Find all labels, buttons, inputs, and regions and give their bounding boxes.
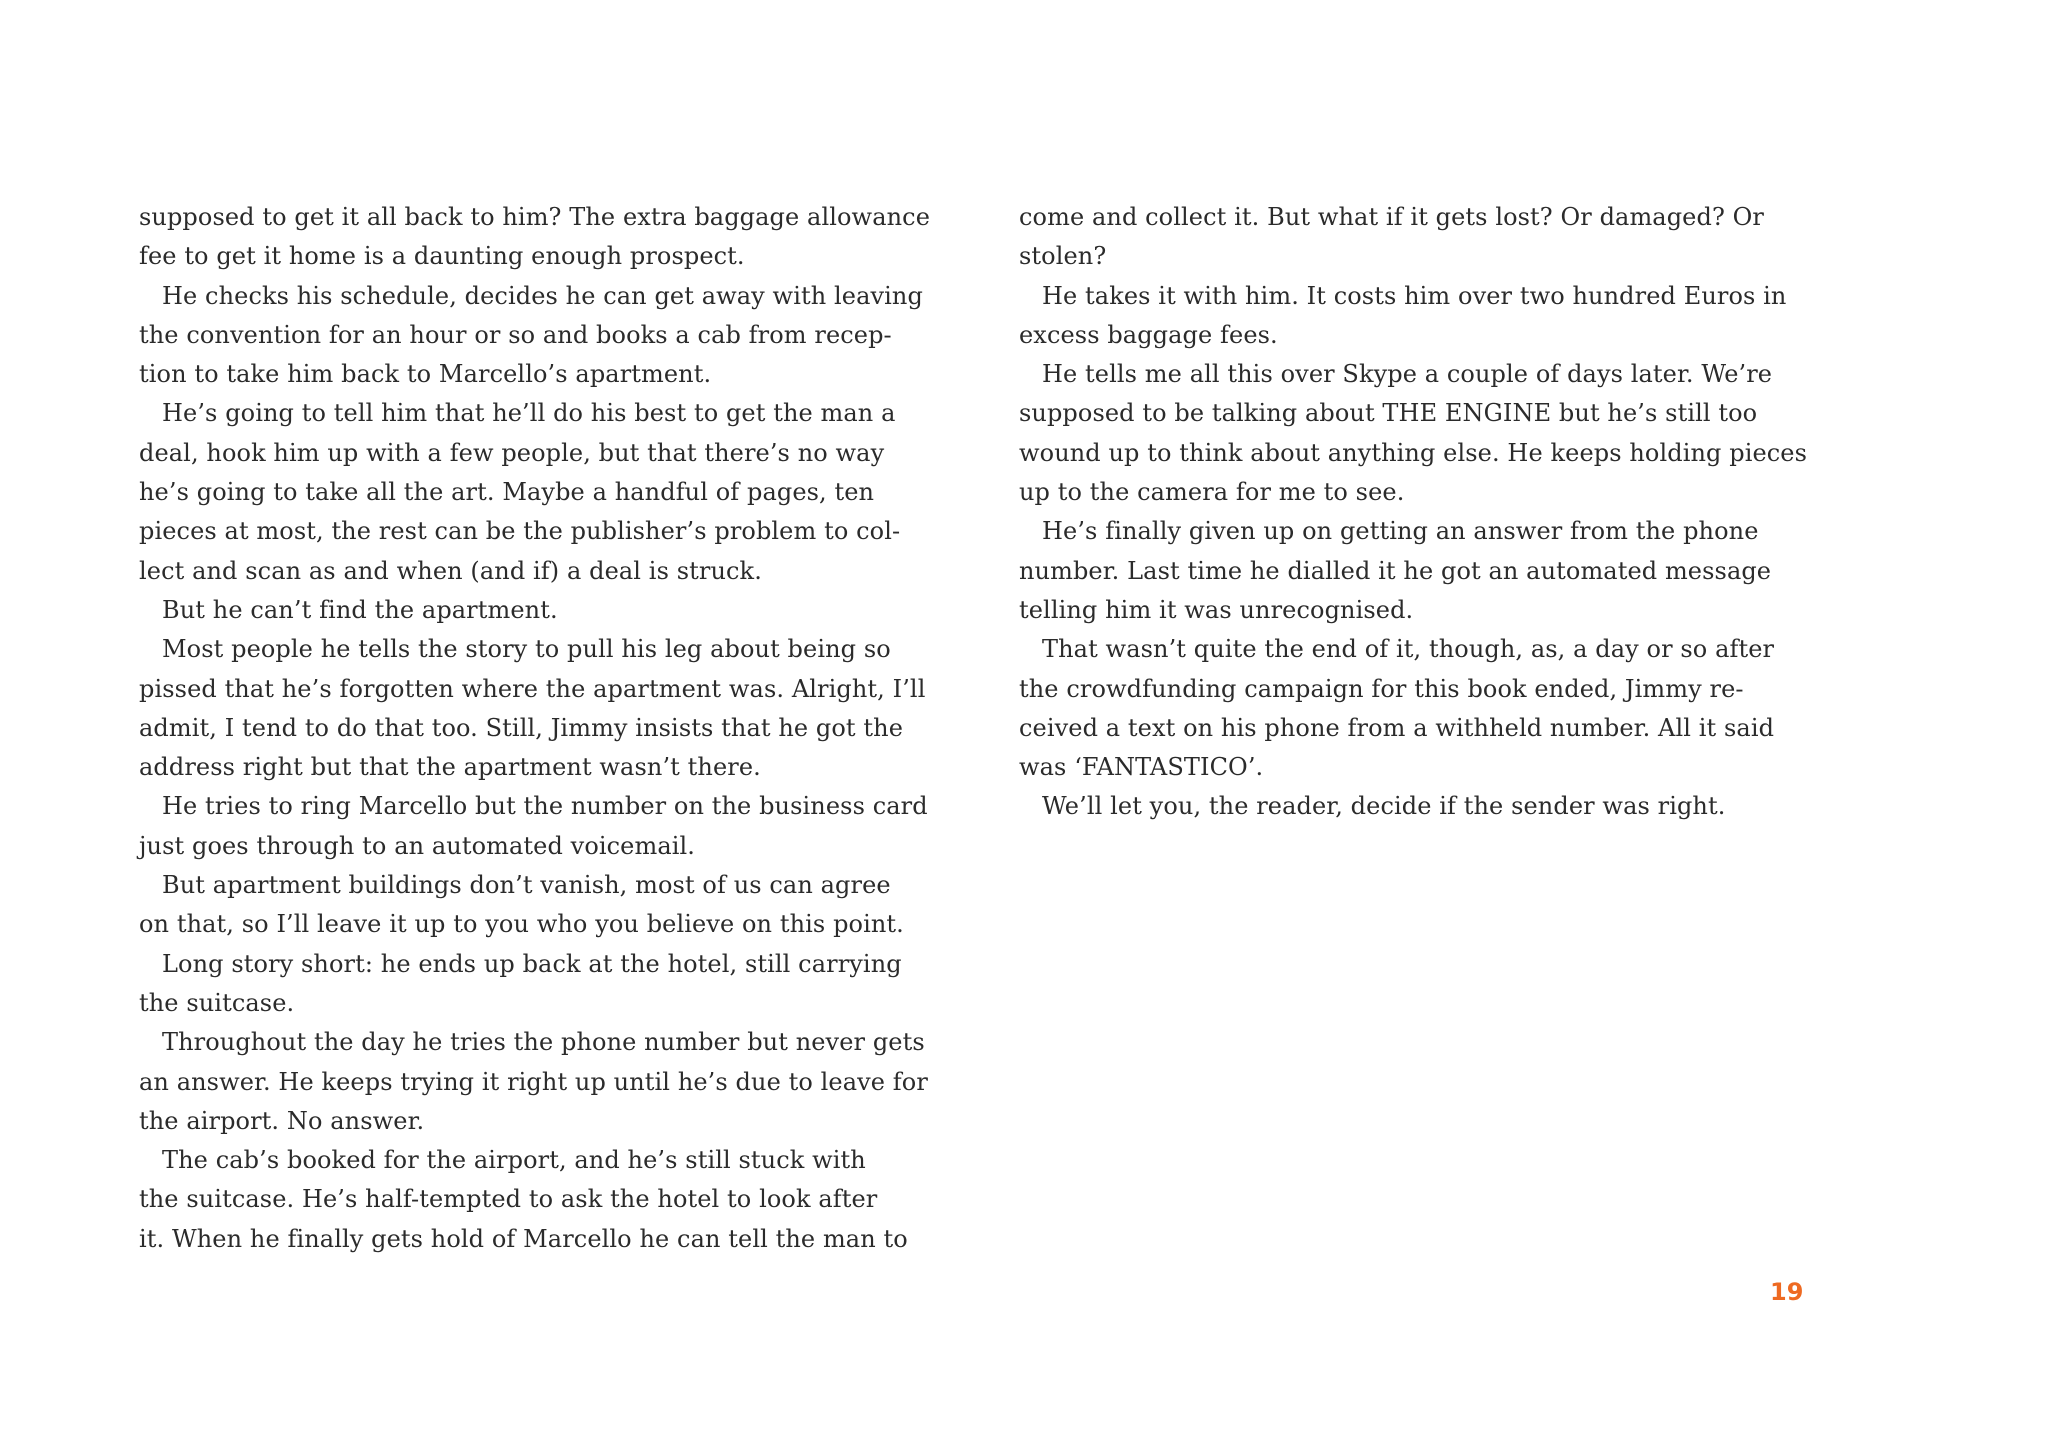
- text-line: admit, I tend to do that too. Still, Jimmy insists that he got the: [139, 713, 904, 742]
- text-line: Most people he tells the story to pull his leg about being so: [162, 635, 891, 664]
- text-line: on that, so I’ll leave it up to you who you believe on this point.: [139, 910, 904, 939]
- text-line: Long story short: he ends up back at the hotel, still carrying: [162, 949, 902, 978]
- text-line: ceived a text on his phone from a withheld number. All it said: [1019, 713, 1775, 742]
- text-line: he’s going to take all the art. Maybe a handful of pages, ten: [139, 478, 875, 507]
- text-line: the convention for an hour or so and books a cab from recep-: [139, 320, 892, 349]
- text-line: But apartment buildings don’t vanish, most of us can agree: [162, 871, 891, 900]
- text-line: That wasn’t quite the end of it, though, as, a day or so after: [1042, 635, 1775, 664]
- page-number: 19: [1770, 1278, 1804, 1306]
- text-line: He checks his schedule, decides he can get away with leaving: [162, 281, 923, 310]
- text-line: He tries to ring Marcello but the number on the business card: [162, 792, 928, 821]
- text-line: Throughout the day he tries the phone number but never gets: [162, 1028, 925, 1057]
- text-line: the airport. No answer.: [139, 1106, 425, 1135]
- text-line: come and collect it. But what if it gets lost? Or damaged? Or: [1019, 203, 1764, 231]
- text-line: But he can’t find the apartment.: [162, 595, 558, 624]
- left-text-column: [139, 198, 929, 1259]
- text-line: supposed to get it all back to him? The extra baggage allowance: [139, 203, 931, 231]
- text-line: tion to take him back to Marcello’s apartment.: [139, 360, 712, 389]
- text-line: pissed that he’s forgotten where the apartment was. Alright, I’ll: [139, 674, 926, 703]
- text-line: deal, hook him up with a few people, but that there’s no way: [139, 438, 885, 467]
- text-line: The cab’s booked for the airport, and he’s still stuck with: [162, 1146, 866, 1175]
- text-line: was ‘FANTASTICO’.: [1019, 753, 1264, 782]
- text-line: He tells me all this over Skype a couple of days later. We’re: [1042, 360, 1773, 389]
- text-line: up to the camera for me to see.: [1019, 478, 1405, 507]
- text-line: We’ll let you, the reader, decide if the sender was right.: [1042, 792, 1726, 821]
- text-line: address right but that the apartment wasn’t there.: [139, 753, 761, 782]
- text-line: He’s finally given up on getting an answer from the phone: [1042, 517, 1759, 546]
- text-line: wound up to think about anything else. He keeps holding pieces: [1019, 438, 1808, 467]
- text-line: fee to get it home is a daunting enough prospect.: [139, 242, 745, 271]
- text-line: the suitcase. He’s half-tempted to ask the hotel to look after: [139, 1185, 878, 1214]
- text-line: the crowdfunding campaign for this book ended, Jimmy re-: [1019, 674, 1744, 703]
- text-line: pieces at most, the rest can be the publisher’s problem to col-: [139, 517, 901, 546]
- text-line: it. When he finally gets hold of Marcello he can tell the man to: [139, 1224, 908, 1253]
- text-line: number. Last time he dialled it he got an automated message: [1019, 556, 1772, 585]
- text-line: He takes it with him. It costs him over two hundred Euros in: [1042, 281, 1787, 310]
- text-line: He’s going to tell him that he’ll do his best to get the man a: [162, 399, 896, 428]
- text-line: an answer. He keeps trying it right up until he’s due to leave for: [139, 1067, 928, 1096]
- text-line: supposed to be talking about THE ENGINE but he’s still too: [1019, 399, 1758, 428]
- text-line: stolen?: [1019, 242, 1107, 271]
- text-line: the suitcase.: [139, 988, 295, 1017]
- text-line: telling him it was unrecognised.: [1019, 595, 1414, 624]
- right-text-column: [1019, 198, 1819, 827]
- text-line: lect and scan as and when (and if) a deal is struck.: [139, 556, 762, 585]
- text-line: excess baggage fees.: [1019, 320, 1278, 349]
- text-line: just goes through to an automated voicemail.: [139, 831, 696, 860]
